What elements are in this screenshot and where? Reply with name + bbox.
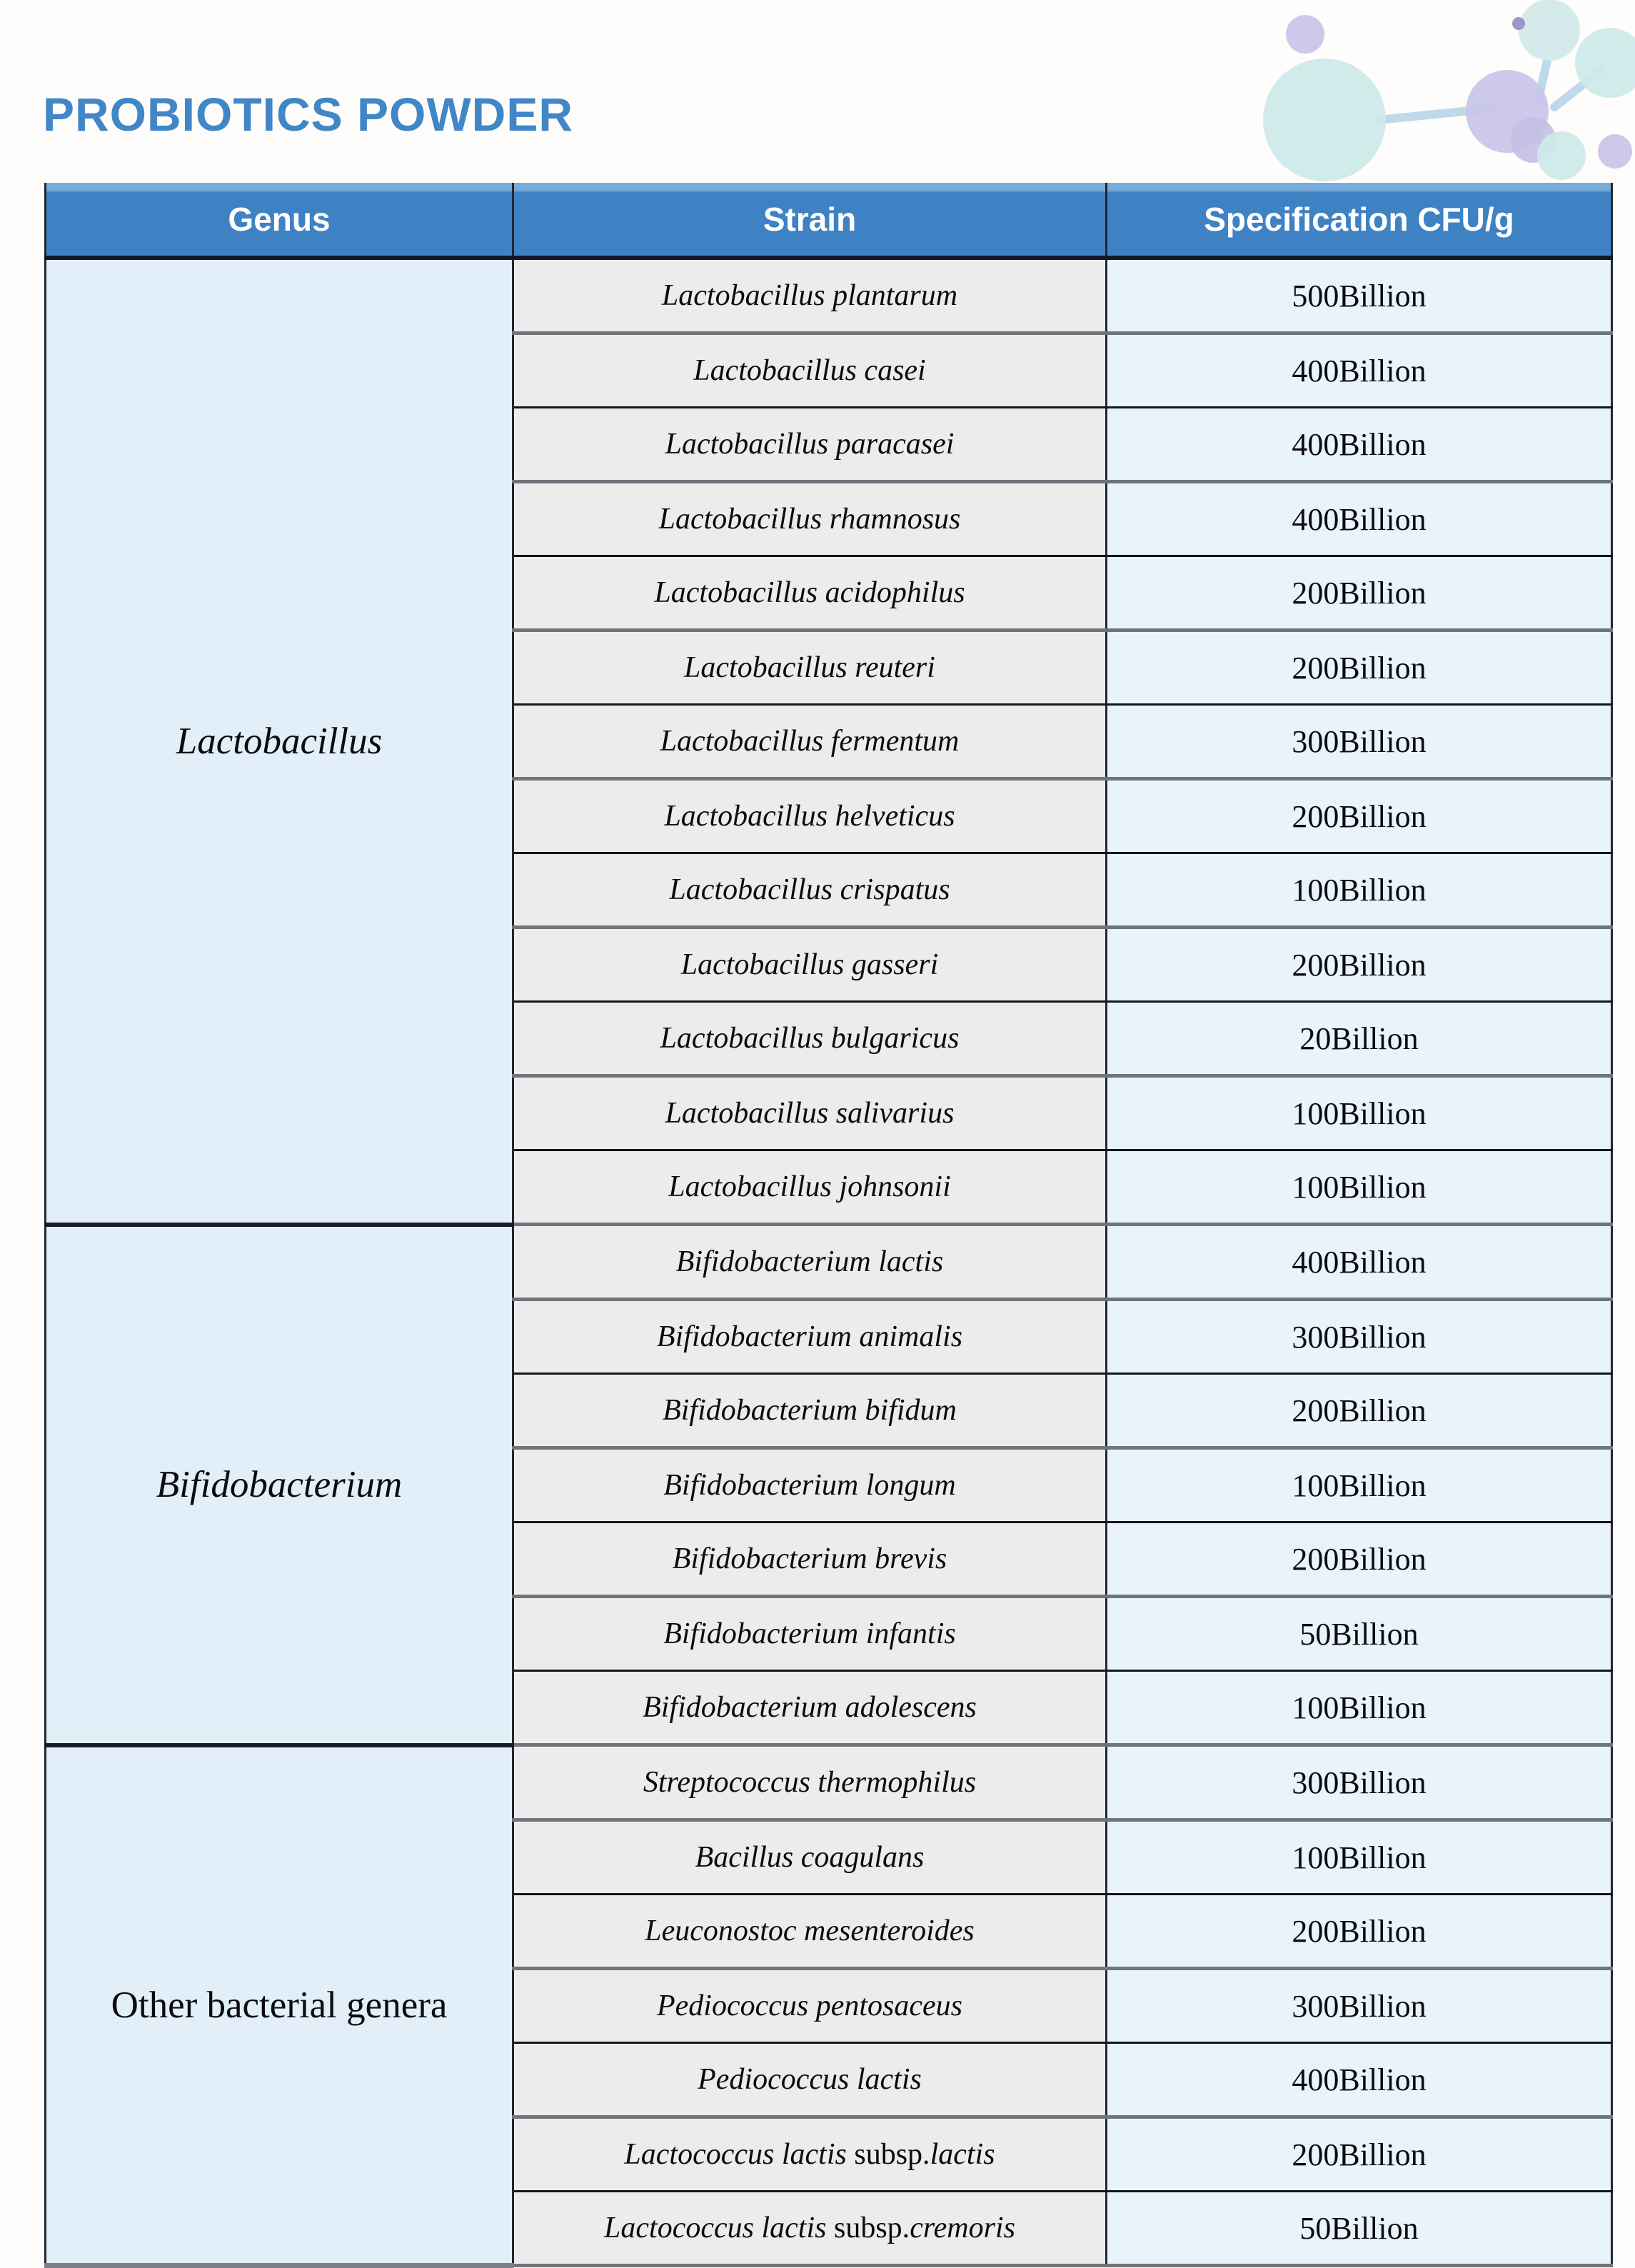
spec-cfu-cell: 400Billion xyxy=(1107,408,1612,482)
strain-cell: Lactobacillus casei xyxy=(513,333,1107,408)
strain-cell: Lactobacillus rhamnosus xyxy=(513,482,1107,556)
strain-cell: Pediococcus pentosaceus xyxy=(513,1969,1107,2043)
molecule-lavender-small xyxy=(1286,15,1324,54)
table-row xyxy=(46,1225,1612,1300)
spec-cfu-cell: 200Billion xyxy=(1107,2117,1612,2192)
strain-cell: Lactobacillus plantarum xyxy=(513,258,1107,333)
spec-cfu-cell: 300Billion xyxy=(1107,705,1612,779)
spec-cfu-cell: 200Billion xyxy=(1107,1522,1612,1597)
strain-cell: Bifidobacterium lactis xyxy=(513,1225,1107,1300)
molecule-dot xyxy=(1512,17,1525,30)
table-row xyxy=(46,258,1612,333)
strain-cell: Lactococcus lactis subsp.lactis xyxy=(513,2117,1107,2192)
molecule-teal-top xyxy=(1519,0,1580,61)
strain-cell: Lactococcus lactis subsp.cremoris xyxy=(513,2192,1107,2266)
genus-cell: Bifidobacterium xyxy=(46,1225,513,1745)
spec-cfu-cell: 50Billion xyxy=(1107,2192,1612,2266)
strain-cell: Lactobacillus helveticus xyxy=(513,779,1107,853)
spec-cfu-cell: 300Billion xyxy=(1107,1300,1612,1374)
spec-cfu-cell: 20Billion xyxy=(1107,1002,1612,1076)
strain-cell: Bifidobacterium brevis xyxy=(513,1522,1107,1597)
strain-cell: Lactobacillus reuteri xyxy=(513,631,1107,705)
molecule-icon xyxy=(1224,0,1635,184)
strain-cell: Bifidobacterium infantis xyxy=(513,1597,1107,1671)
strain-cell: Bifidobacterium longum xyxy=(513,1448,1107,1522)
header-strain: Strain xyxy=(513,183,1107,258)
subsp-label: subsp. xyxy=(833,2212,910,2244)
spec-cfu-cell: 100Billion xyxy=(1107,853,1612,928)
page-title: PROBIOTICS POWDER xyxy=(43,88,574,141)
spec-cfu-cell: 400Billion xyxy=(1107,1225,1612,1300)
spec-cfu-cell: 100Billion xyxy=(1107,1671,1612,1745)
table-row xyxy=(46,1745,1612,1820)
spec-cfu-cell: 100Billion xyxy=(1107,1448,1612,1522)
spec-cfu-cell: 400Billion xyxy=(1107,2043,1612,2117)
strain-cell: Lactobacillus salivarius xyxy=(513,1076,1107,1150)
spec-cfu-cell: 200Billion xyxy=(1107,1895,1612,1969)
strain-cell: Streptococcus thermophilus xyxy=(513,1745,1107,1820)
spec-cfu-cell: 100Billion xyxy=(1107,1076,1612,1150)
table-header-row xyxy=(46,183,1612,258)
strain-cell: Lactobacillus gasseri xyxy=(513,928,1107,1002)
spec-cfu-cell: 200Billion xyxy=(1107,779,1612,853)
spec-cfu-cell: 200Billion xyxy=(1107,928,1612,1002)
subsp-label: subsp. xyxy=(854,2138,930,2171)
strain-cell: Bifidobacterium adolescens xyxy=(513,1671,1107,1745)
strain-cell: Bifidobacterium animalis xyxy=(513,1300,1107,1374)
spec-cfu-cell: 300Billion xyxy=(1107,1745,1612,1820)
spec-cfu-cell: 200Billion xyxy=(1107,1374,1612,1448)
spec-cfu-cell: 300Billion xyxy=(1107,1969,1612,2043)
probiotics-spec-table xyxy=(44,183,1613,2268)
strain-cell: Leuconostoc mesenteroides xyxy=(513,1895,1107,1969)
strain-cell: Bifidobacterium bifidum xyxy=(513,1374,1107,1448)
strain-cell: Pediococcus lactis xyxy=(513,2043,1107,2117)
molecule-teal-large xyxy=(1263,59,1386,181)
spec-cfu-cell: 200Billion xyxy=(1107,556,1612,631)
strain-cell: Lactobacillus johnsonii xyxy=(513,1150,1107,1225)
spec-cfu-cell: 200Billion xyxy=(1107,631,1612,705)
spec-cfu-cell: 400Billion xyxy=(1107,482,1612,556)
molecule-lavender-bottom xyxy=(1598,134,1632,169)
spec-cfu-cell: 400Billion xyxy=(1107,333,1612,408)
spec-cfu-cell: 100Billion xyxy=(1107,1820,1612,1895)
spec-cfu-cell: 100Billion xyxy=(1107,1150,1612,1225)
strain-cell: Lactobacillus bulgaricus xyxy=(513,1002,1107,1076)
spec-cfu-cell: 500Billion xyxy=(1107,258,1612,333)
strain-cell: Lactobacillus paracasei xyxy=(513,408,1107,482)
header-genus: Genus xyxy=(46,183,513,258)
strain-cell: Lactobacillus fermentum xyxy=(513,705,1107,779)
strain-cell: Lactobacillus crispatus xyxy=(513,853,1107,928)
strain-cell: Bacillus coagulans xyxy=(513,1820,1107,1895)
molecule-teal-bottom xyxy=(1537,131,1586,180)
genus-cell: Lactobacillus xyxy=(46,258,513,1225)
spec-cfu-cell: 50Billion xyxy=(1107,1597,1612,1671)
genus-cell: Other bacterial genera xyxy=(46,1745,513,2266)
header-specification: Specification CFU/g xyxy=(1107,183,1612,258)
strain-cell: Lactobacillus acidophilus xyxy=(513,556,1107,631)
